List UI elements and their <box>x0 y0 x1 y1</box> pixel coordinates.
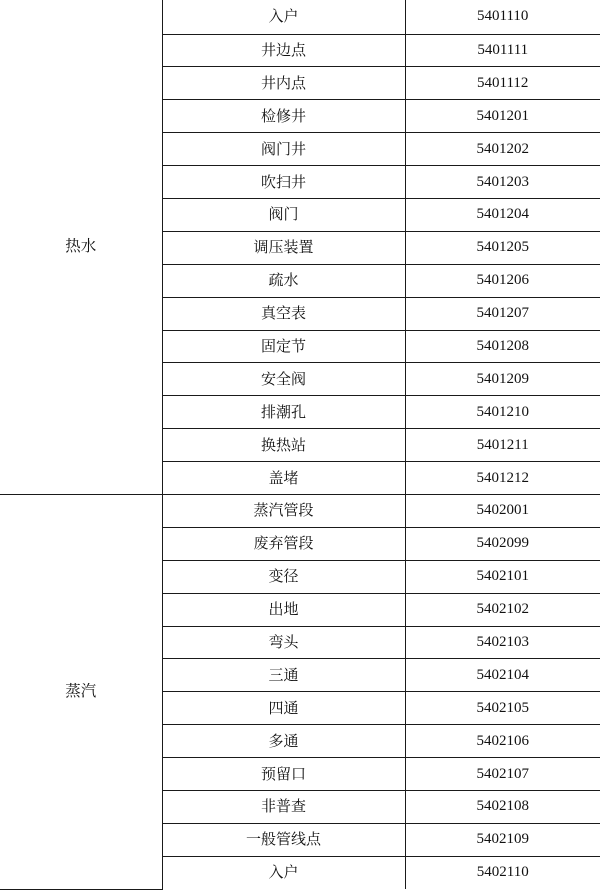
name-cell: 阀门 <box>162 198 405 231</box>
name-cell: 固定节 <box>162 330 405 363</box>
name-cell: 阀门井 <box>162 133 405 166</box>
name-cell: 盖堵 <box>162 462 405 495</box>
name-cell: 弯头 <box>162 626 405 659</box>
code-cell: 5401204 <box>405 198 600 231</box>
code-cell: 5401112 <box>405 67 600 100</box>
code-cell: 5401111 <box>405 34 600 67</box>
name-cell: 真空表 <box>162 297 405 330</box>
code-cell: 5401211 <box>405 429 600 462</box>
category-cell: 蒸汽 <box>0 494 162 889</box>
name-cell: 检修井 <box>162 100 405 133</box>
name-cell: 吹扫井 <box>162 166 405 199</box>
name-cell: 多通 <box>162 725 405 758</box>
name-cell: 疏水 <box>162 264 405 297</box>
code-cell: 5402110 <box>405 856 600 889</box>
code-cell: 5401209 <box>405 363 600 396</box>
table-row <box>0 494 600 527</box>
name-cell: 入户 <box>162 0 405 34</box>
code-cell: 5402104 <box>405 659 600 692</box>
code-cell: 5402101 <box>405 560 600 593</box>
name-cell: 四通 <box>162 692 405 725</box>
code-cell: 5401203 <box>405 166 600 199</box>
code-cell: 5402102 <box>405 593 600 626</box>
name-cell: 蒸汽管段 <box>162 494 405 527</box>
code-cell: 5402107 <box>405 758 600 791</box>
code-cell: 5402109 <box>405 823 600 856</box>
name-cell: 井边点 <box>162 34 405 67</box>
name-cell: 变径 <box>162 560 405 593</box>
name-cell: 非普查 <box>162 790 405 823</box>
code-cell: 5401210 <box>405 396 600 429</box>
code-cell: 5401208 <box>405 330 600 363</box>
name-cell: 调压装置 <box>162 231 405 264</box>
code-cell: 5401202 <box>405 133 600 166</box>
name-cell: 废弃管段 <box>162 527 405 560</box>
name-cell: 换热站 <box>162 429 405 462</box>
code-cell: 5401201 <box>405 100 600 133</box>
name-cell: 一般管线点 <box>162 823 405 856</box>
code-cell: 5402106 <box>405 725 600 758</box>
name-cell: 排潮孔 <box>162 396 405 429</box>
code-cell: 5402103 <box>405 626 600 659</box>
code-cell: 5401110 <box>405 0 600 34</box>
name-cell: 安全阀 <box>162 363 405 396</box>
name-cell: 三通 <box>162 659 405 692</box>
code-cell: 5401206 <box>405 264 600 297</box>
name-cell: 出地 <box>162 593 405 626</box>
code-cell: 5401212 <box>405 462 600 495</box>
code-cell: 5402105 <box>405 692 600 725</box>
name-cell: 入户 <box>162 856 405 889</box>
code-cell: 5401207 <box>405 297 600 330</box>
code-cell: 5402001 <box>405 494 600 527</box>
name-cell: 预留口 <box>162 758 405 791</box>
group-steam <box>0 494 600 889</box>
code-cell: 5402099 <box>405 527 600 560</box>
code-cell: 5401205 <box>405 231 600 264</box>
name-cell: 井内点 <box>162 67 405 100</box>
code-cell: 5402108 <box>405 790 600 823</box>
table-row <box>0 0 600 34</box>
category-cell: 热水 <box>0 0 162 494</box>
